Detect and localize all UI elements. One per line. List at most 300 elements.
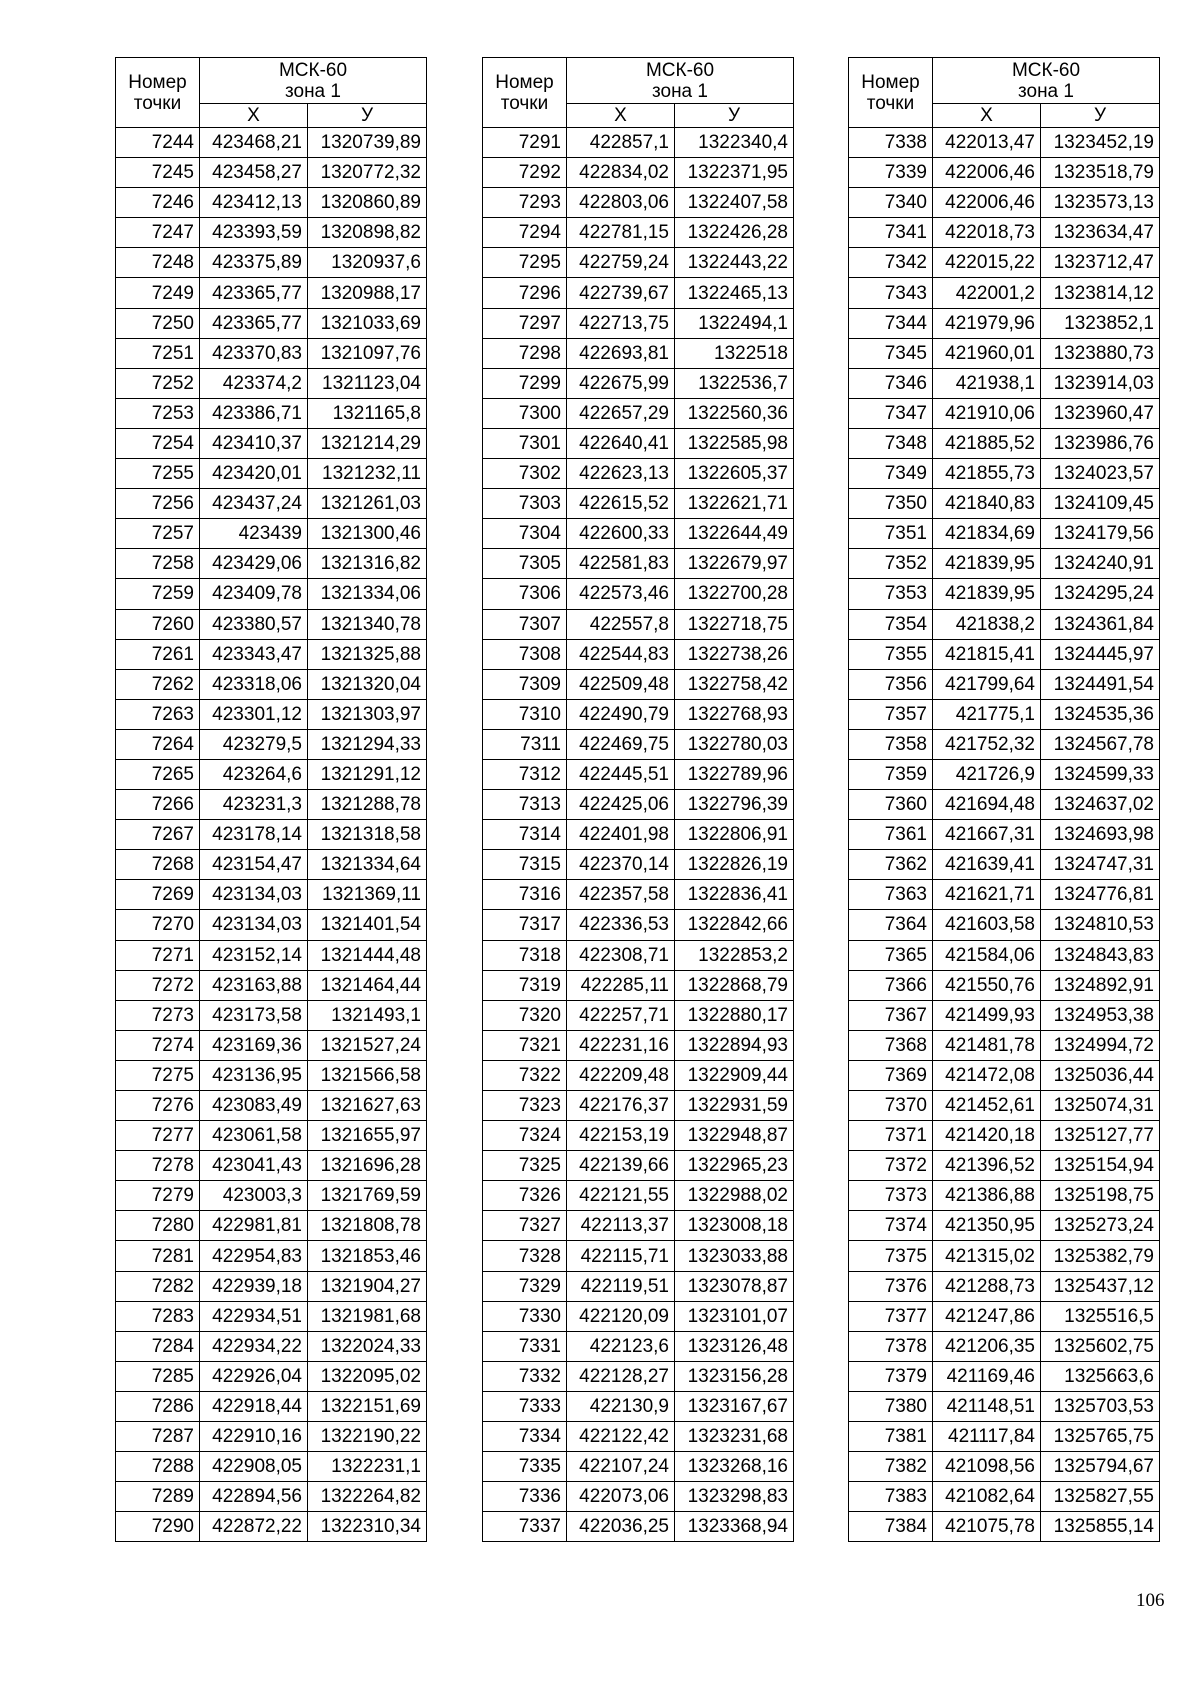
point-number-cell: 7348	[849, 428, 933, 458]
point-number-cell: 7306	[483, 579, 567, 609]
point-number-cell: 7289	[116, 1482, 200, 1512]
y-coordinate-cell: 1324295,24	[1041, 579, 1160, 609]
x-coordinate-cell: 422640,41	[567, 428, 675, 458]
y-coordinate-cell: 1325602,75	[1041, 1331, 1160, 1361]
table-row	[483, 188, 794, 218]
y-coordinate-cell: 1322880,17	[675, 1000, 794, 1030]
coordinates-table	[848, 57, 1160, 1542]
x-coordinate-cell: 422675,99	[567, 368, 675, 398]
y-coordinate-cell: 1322644,49	[675, 519, 794, 549]
point-number-header	[483, 58, 567, 128]
table-row	[116, 278, 427, 308]
x-coordinate-cell: 423437,24	[200, 489, 308, 519]
y-coordinate-cell: 1322426,28	[675, 218, 794, 248]
y-coordinate-cell: 1322988,02	[675, 1181, 794, 1211]
table-row	[116, 368, 427, 398]
table-row	[849, 820, 1160, 850]
table-row	[116, 880, 427, 910]
y-coordinate-cell: 1322796,39	[675, 790, 794, 820]
table-row	[116, 1030, 427, 1060]
y-coordinate-cell: 1321033,69	[308, 308, 427, 338]
y-coordinate-cell: 1323852,1	[1041, 308, 1160, 338]
table-row	[849, 489, 1160, 519]
point-number-cell: 7285	[116, 1361, 200, 1391]
x-coordinate-cell: 423375,89	[200, 248, 308, 278]
point-number-cell: 7283	[116, 1301, 200, 1331]
y-coordinate-cell: 1321981,68	[308, 1301, 427, 1331]
table-row	[483, 1091, 794, 1121]
point-number-cell: 7269	[116, 880, 200, 910]
point-number-cell: 7334	[483, 1422, 567, 1452]
table-row	[483, 398, 794, 428]
point-number-cell: 7333	[483, 1391, 567, 1421]
table-row	[849, 1512, 1160, 1542]
y-coordinate-cell: 1322310,34	[308, 1512, 427, 1542]
y-coordinate-cell: 1323368,94	[675, 1512, 794, 1542]
table-row	[849, 669, 1160, 699]
y-coordinate-cell: 1321232,11	[308, 459, 427, 489]
point-number-cell: 7284	[116, 1331, 200, 1361]
y-coordinate-cell: 1321291,12	[308, 759, 427, 789]
point-number-cell: 7365	[849, 940, 933, 970]
y-coordinate-cell: 1322853,2	[675, 940, 794, 970]
y-coordinate-cell: 1322931,59	[675, 1091, 794, 1121]
y-coordinate-cell: 1322842,66	[675, 910, 794, 940]
table-row	[116, 1181, 427, 1211]
y-coordinate-cell: 1325794,67	[1041, 1452, 1160, 1482]
x-coordinate-cell: 423279,5	[200, 729, 308, 759]
x-column-header: Х	[567, 104, 675, 128]
y-coordinate-cell: 1321340,78	[308, 609, 427, 639]
point-number-cell: 7259	[116, 579, 200, 609]
point-number-cell: 7275	[116, 1060, 200, 1090]
x-coordinate-cell: 421315,02	[933, 1241, 1041, 1271]
point-number-cell: 7298	[483, 338, 567, 368]
y-coordinate-cell: 1322718,75	[675, 609, 794, 639]
x-coordinate-cell: 421838,2	[933, 609, 1041, 639]
point-number-cell: 7308	[483, 639, 567, 669]
point-number-cell: 7319	[483, 970, 567, 1000]
y-coordinate-cell: 1322605,37	[675, 459, 794, 489]
table-row	[116, 398, 427, 428]
table-row	[849, 1422, 1160, 1452]
point-number-cell: 7381	[849, 1422, 933, 1452]
point-number-header-line2: точки	[866, 92, 915, 114]
x-coordinate-cell: 422139,66	[567, 1151, 675, 1181]
y-coordinate-cell: 1324637,02	[1041, 790, 1160, 820]
x-coordinate-cell: 423083,49	[200, 1091, 308, 1121]
table-row	[849, 1060, 1160, 1090]
point-number-cell: 7364	[849, 910, 933, 940]
x-coordinate-cell: 422130,9	[567, 1391, 675, 1421]
point-number-cell: 7332	[483, 1361, 567, 1391]
x-coordinate-cell: 422209,48	[567, 1060, 675, 1090]
table-row	[483, 459, 794, 489]
y-coordinate-cell: 1324892,91	[1041, 970, 1160, 1000]
y-coordinate-cell: 1321288,78	[308, 790, 427, 820]
y-coordinate-cell: 1320739,89	[308, 128, 427, 158]
point-number-cell: 7300	[483, 398, 567, 428]
point-number-cell: 7260	[116, 609, 200, 639]
point-number-header-line1: Номер	[861, 71, 920, 93]
y-coordinate-cell: 1322151,69	[308, 1391, 427, 1421]
table-row	[483, 1482, 794, 1512]
point-number-cell: 7277	[116, 1121, 200, 1151]
y-coordinate-cell: 1321214,29	[308, 428, 427, 458]
table-row	[849, 1091, 1160, 1121]
x-coordinate-cell: 421639,41	[933, 850, 1041, 880]
x-coordinate-cell: 421098,56	[933, 1452, 1041, 1482]
x-coordinate-cell: 422120,09	[567, 1301, 675, 1331]
x-coordinate-cell: 421481,78	[933, 1030, 1041, 1060]
point-number-cell: 7316	[483, 880, 567, 910]
point-number-cell: 7363	[849, 880, 933, 910]
y-coordinate-cell: 1324776,81	[1041, 880, 1160, 910]
y-coordinate-cell: 1325154,94	[1041, 1151, 1160, 1181]
x-coordinate-cell: 422954,83	[200, 1241, 308, 1271]
x-coordinate-cell: 422445,51	[567, 759, 675, 789]
x-coordinate-cell: 421247,86	[933, 1301, 1041, 1331]
y-coordinate-cell: 1321655,97	[308, 1121, 427, 1151]
x-coordinate-cell: 423169,36	[200, 1030, 308, 1060]
coordinates-table	[482, 57, 794, 1542]
point-number-cell: 7246	[116, 188, 200, 218]
point-number-cell: 7323	[483, 1091, 567, 1121]
x-coordinate-cell: 421386,88	[933, 1181, 1041, 1211]
table-row	[116, 428, 427, 458]
y-coordinate-cell: 1321325,88	[308, 639, 427, 669]
y-coordinate-cell: 1324109,45	[1041, 489, 1160, 519]
x-coordinate-cell: 422107,24	[567, 1452, 675, 1482]
table-row	[849, 1452, 1160, 1482]
point-number-cell: 7278	[116, 1151, 200, 1181]
table-row	[483, 609, 794, 639]
y-coordinate-cell: 1321627,63	[308, 1091, 427, 1121]
table-row	[116, 1091, 427, 1121]
x-coordinate-cell: 422036,25	[567, 1512, 675, 1542]
table-row	[483, 1121, 794, 1151]
x-coordinate-cell: 422176,37	[567, 1091, 675, 1121]
x-coordinate-cell: 423173,58	[200, 1000, 308, 1030]
y-coordinate-cell: 1323573,13	[1041, 188, 1160, 218]
y-coordinate-cell: 1323452,19	[1041, 128, 1160, 158]
table-row	[483, 1060, 794, 1090]
table-row	[849, 519, 1160, 549]
x-coordinate-cell: 423061,58	[200, 1121, 308, 1151]
x-coordinate-cell: 422573,46	[567, 579, 675, 609]
table-row	[116, 1271, 427, 1301]
x-coordinate-cell: 423370,83	[200, 338, 308, 368]
table-row	[116, 699, 427, 729]
y-coordinate-cell: 1322340,4	[675, 128, 794, 158]
y-coordinate-cell: 1322621,71	[675, 489, 794, 519]
y-coordinate-cell: 1325273,24	[1041, 1211, 1160, 1241]
table-row	[116, 790, 427, 820]
x-column-header: Х	[933, 104, 1041, 128]
table-row	[483, 1211, 794, 1241]
y-coordinate-cell: 1324747,31	[1041, 850, 1160, 880]
x-coordinate-cell: 422401,98	[567, 820, 675, 850]
y-coordinate-cell: 1320988,17	[308, 278, 427, 308]
x-coordinate-cell: 422739,67	[567, 278, 675, 308]
y-coordinate-cell: 1323814,12	[1041, 278, 1160, 308]
x-coordinate-cell: 422013,47	[933, 128, 1041, 158]
y-coordinate-cell: 1322494,1	[675, 308, 794, 338]
y-coordinate-cell: 1322518	[675, 338, 794, 368]
point-number-cell: 7345	[849, 338, 933, 368]
x-coordinate-cell: 421499,93	[933, 1000, 1041, 1030]
y-coordinate-cell: 1325074,31	[1041, 1091, 1160, 1121]
table-row	[116, 940, 427, 970]
y-coordinate-cell: 1323986,76	[1041, 428, 1160, 458]
table-row	[483, 579, 794, 609]
x-coordinate-cell: 422693,81	[567, 338, 675, 368]
y-coordinate-cell: 1322407,58	[675, 188, 794, 218]
point-number-cell: 7318	[483, 940, 567, 970]
table-row	[483, 1271, 794, 1301]
table-row	[849, 459, 1160, 489]
y-coordinate-cell: 1323518,79	[1041, 158, 1160, 188]
table-row	[116, 1482, 427, 1512]
table-row	[116, 519, 427, 549]
y-coordinate-cell: 1321294,33	[308, 729, 427, 759]
y-coordinate-cell: 1323126,48	[675, 1331, 794, 1361]
point-number-cell: 7302	[483, 459, 567, 489]
table-row	[116, 579, 427, 609]
y-coordinate-cell: 1321097,76	[308, 338, 427, 368]
table-row	[849, 308, 1160, 338]
x-coordinate-cell: 423152,14	[200, 940, 308, 970]
point-number-cell: 7271	[116, 940, 200, 970]
x-coordinate-cell: 423301,12	[200, 699, 308, 729]
y-coordinate-cell: 1324179,56	[1041, 519, 1160, 549]
x-coordinate-cell: 421148,51	[933, 1391, 1041, 1421]
point-number-cell: 7286	[116, 1391, 200, 1421]
y-coordinate-cell: 1323880,73	[1041, 338, 1160, 368]
coordinate-system-header	[567, 58, 794, 104]
y-coordinate-cell: 1323033,88	[675, 1241, 794, 1271]
table-row	[849, 850, 1160, 880]
table-row	[849, 1121, 1160, 1151]
table-row	[849, 428, 1160, 458]
point-number-cell: 7366	[849, 970, 933, 1000]
point-number-cell: 7288	[116, 1452, 200, 1482]
table-row	[849, 639, 1160, 669]
x-coordinate-cell: 421472,08	[933, 1060, 1041, 1090]
x-coordinate-cell: 422006,46	[933, 158, 1041, 188]
table-row	[483, 1030, 794, 1060]
point-number-cell: 7350	[849, 489, 933, 519]
point-number-cell: 7287	[116, 1422, 200, 1452]
table-row	[849, 398, 1160, 428]
x-coordinate-cell: 423439	[200, 519, 308, 549]
table-row	[483, 699, 794, 729]
y-coordinate-cell: 1322560,36	[675, 398, 794, 428]
point-number-cell: 7360	[849, 790, 933, 820]
point-number-cell: 7282	[116, 1271, 200, 1301]
table-row	[849, 1301, 1160, 1331]
point-number-cell: 7356	[849, 669, 933, 699]
y-coordinate-cell: 1324599,33	[1041, 759, 1160, 789]
point-number-cell: 7314	[483, 820, 567, 850]
point-number-cell: 7346	[849, 368, 933, 398]
point-number-cell: 7295	[483, 248, 567, 278]
y-coordinate-cell: 1322190,22	[308, 1422, 427, 1452]
point-number-cell: 7254	[116, 428, 200, 458]
table-row	[116, 669, 427, 699]
table-row	[849, 910, 1160, 940]
point-number-cell: 7294	[483, 218, 567, 248]
x-coordinate-cell: 423318,06	[200, 669, 308, 699]
x-coordinate-cell: 421169,46	[933, 1361, 1041, 1391]
point-number-cell: 7290	[116, 1512, 200, 1542]
point-number-cell: 7255	[116, 459, 200, 489]
point-number-cell: 7347	[849, 398, 933, 428]
table-row	[483, 790, 794, 820]
x-coordinate-cell: 423429,06	[200, 549, 308, 579]
point-number-cell: 7336	[483, 1482, 567, 1512]
table-row	[483, 970, 794, 1000]
y-coordinate-cell: 1321316,82	[308, 549, 427, 579]
point-number-cell: 7280	[116, 1211, 200, 1241]
x-coordinate-cell: 422231,16	[567, 1030, 675, 1060]
table-row	[483, 1241, 794, 1271]
y-column-header: У	[1041, 104, 1160, 128]
table-row	[849, 128, 1160, 158]
x-coordinate-cell: 421726,9	[933, 759, 1041, 789]
point-number-cell: 7267	[116, 820, 200, 850]
y-coordinate-cell: 1322679,97	[675, 549, 794, 579]
y-coordinate-cell: 1322738,26	[675, 639, 794, 669]
point-number-cell: 7263	[116, 699, 200, 729]
table-row	[116, 970, 427, 1000]
table-row	[116, 1512, 427, 1542]
table-row	[116, 218, 427, 248]
x-coordinate-cell: 422834,02	[567, 158, 675, 188]
coordinates-table	[115, 57, 427, 1542]
y-coordinate-cell: 1322585,98	[675, 428, 794, 458]
x-coordinate-cell: 421603,58	[933, 910, 1041, 940]
x-coordinate-cell: 422934,51	[200, 1301, 308, 1331]
x-coordinate-cell: 423163,88	[200, 970, 308, 1000]
x-coordinate-cell: 421834,69	[933, 519, 1041, 549]
table-row	[483, 368, 794, 398]
table-row	[483, 639, 794, 669]
x-coordinate-cell: 421979,96	[933, 308, 1041, 338]
y-coordinate-cell: 1323078,87	[675, 1271, 794, 1301]
x-coordinate-cell: 421117,84	[933, 1422, 1041, 1452]
point-number-cell: 7299	[483, 368, 567, 398]
x-coordinate-cell: 421910,06	[933, 398, 1041, 428]
point-number-cell: 7253	[116, 398, 200, 428]
table-row	[483, 1181, 794, 1211]
table-row	[849, 699, 1160, 729]
x-coordinate-cell: 421815,41	[933, 639, 1041, 669]
point-number-cell: 7344	[849, 308, 933, 338]
point-number-cell: 7296	[483, 278, 567, 308]
table-row	[116, 338, 427, 368]
point-number-cell: 7376	[849, 1271, 933, 1301]
y-coordinate-cell: 1321904,27	[308, 1271, 427, 1301]
coordinate-system-header	[200, 58, 427, 104]
table-row	[849, 248, 1160, 278]
point-number-cell: 7371	[849, 1121, 933, 1151]
x-coordinate-cell: 423134,03	[200, 880, 308, 910]
point-number-cell: 7375	[849, 1241, 933, 1271]
point-number-cell: 7309	[483, 669, 567, 699]
table-row	[483, 910, 794, 940]
table-row	[116, 489, 427, 519]
point-number-cell: 7380	[849, 1391, 933, 1421]
table-row	[483, 1151, 794, 1181]
y-coordinate-cell: 1324810,53	[1041, 910, 1160, 940]
point-number-cell: 7322	[483, 1060, 567, 1090]
table-row	[849, 1151, 1160, 1181]
y-coordinate-cell: 1321444,48	[308, 940, 427, 970]
y-coordinate-cell: 1324994,72	[1041, 1030, 1160, 1060]
y-coordinate-cell: 1325382,79	[1041, 1241, 1160, 1271]
y-coordinate-cell: 1322758,42	[675, 669, 794, 699]
y-coordinate-cell: 1325855,14	[1041, 1512, 1160, 1542]
y-coordinate-cell: 1321165,8	[308, 398, 427, 428]
point-number-cell: 7367	[849, 1000, 933, 1030]
table-row	[116, 759, 427, 789]
point-number-cell: 7276	[116, 1091, 200, 1121]
y-coordinate-cell: 1325516,5	[1041, 1301, 1160, 1331]
y-coordinate-cell: 1322465,13	[675, 278, 794, 308]
point-number-cell: 7368	[849, 1030, 933, 1060]
point-number-cell: 7315	[483, 850, 567, 880]
y-coordinate-cell: 1325765,75	[1041, 1422, 1160, 1452]
table-row	[483, 308, 794, 338]
x-coordinate-cell: 421075,78	[933, 1512, 1041, 1542]
y-coordinate-cell: 1323268,16	[675, 1452, 794, 1482]
point-number-cell: 7297	[483, 308, 567, 338]
x-coordinate-cell: 423409,78	[200, 579, 308, 609]
x-coordinate-cell: 422128,27	[567, 1361, 675, 1391]
y-coordinate-cell: 1322826,19	[675, 850, 794, 880]
y-coordinate-cell: 1324240,91	[1041, 549, 1160, 579]
y-coordinate-cell: 1322948,87	[675, 1121, 794, 1151]
point-number-cell: 7337	[483, 1512, 567, 1542]
zone-name: зона 1	[652, 80, 708, 102]
x-coordinate-cell: 422119,51	[567, 1271, 675, 1301]
x-coordinate-cell: 423231,3	[200, 790, 308, 820]
y-coordinate-cell: 1322806,91	[675, 820, 794, 850]
table-row	[116, 609, 427, 639]
table-row	[849, 158, 1160, 188]
y-coordinate-cell: 1320937,6	[308, 248, 427, 278]
point-number-header-line1: Номер	[128, 71, 187, 93]
y-coordinate-cell: 1322909,44	[675, 1060, 794, 1090]
y-coordinate-cell: 1321123,04	[308, 368, 427, 398]
point-number-cell: 7369	[849, 1060, 933, 1090]
zone-name: зона 1	[285, 80, 341, 102]
table-row	[849, 970, 1160, 1000]
x-coordinate-cell: 423178,14	[200, 820, 308, 850]
table-row	[116, 1391, 427, 1421]
x-coordinate-cell: 422509,48	[567, 669, 675, 699]
table-row	[483, 1422, 794, 1452]
x-coordinate-cell: 422910,16	[200, 1422, 308, 1452]
table-row	[849, 1361, 1160, 1391]
point-number-cell: 7377	[849, 1301, 933, 1331]
point-number-cell: 7279	[116, 1181, 200, 1211]
x-coordinate-cell: 421288,73	[933, 1271, 1041, 1301]
x-coordinate-cell: 422872,22	[200, 1512, 308, 1542]
point-number-cell: 7327	[483, 1211, 567, 1241]
table-row	[483, 759, 794, 789]
